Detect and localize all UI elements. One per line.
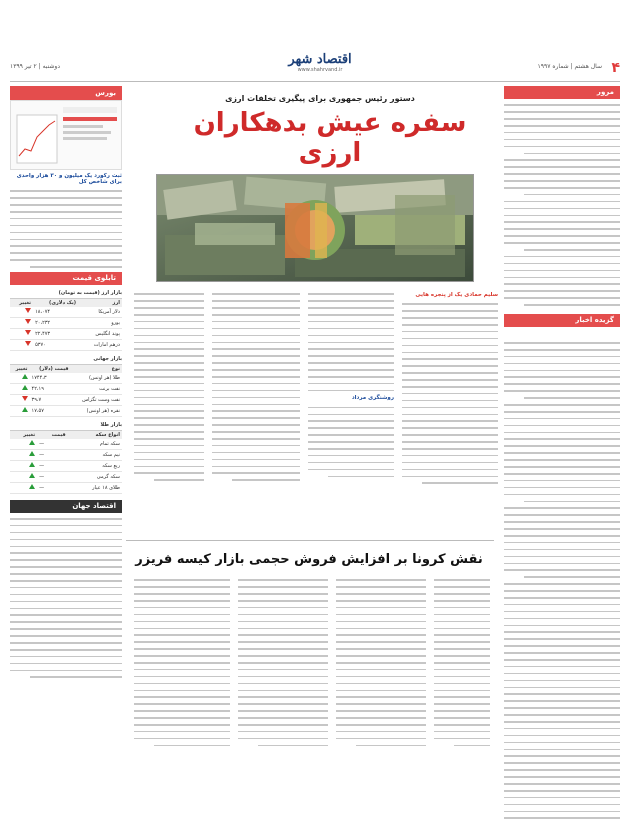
table-header-cell: تغییر [10, 431, 37, 439]
arrow-up-icon [22, 407, 28, 412]
bourse-section-header: بورس [10, 86, 122, 100]
arrow-down-icon [22, 396, 28, 401]
arrow-up-icon [29, 462, 35, 467]
arrow-up-icon [22, 385, 28, 390]
table-row [10, 328, 122, 339]
table-row [10, 471, 122, 482]
row-value: — [37, 439, 68, 450]
review-text [504, 104, 620, 305]
newspaper-logo [278, 52, 362, 78]
table-row [10, 460, 122, 471]
row-value: ۵۳۷۰ [33, 339, 78, 350]
row-label: نیم سکه [68, 449, 122, 460]
issue-info: سال هشتم | شماره ۱۹۹۷ [537, 63, 602, 70]
gold-price-table [10, 431, 122, 494]
table2-title: بازار جهانی [10, 354, 122, 365]
article-subhead-2: روشنگری مرداد [351, 395, 394, 402]
prices-section-header: تابلوی قیمت [10, 272, 122, 285]
table-row [10, 482, 122, 493]
row-label: نفت برنت [71, 383, 122, 394]
row-value: ۲۰،۲۳۲ [33, 317, 78, 328]
table1-title: بازار ارز (قیمت به تومان) [10, 288, 122, 299]
table-row [10, 405, 122, 416]
arrow-up-icon [29, 473, 35, 478]
arrow-down-icon [25, 319, 31, 324]
row-change [10, 307, 33, 318]
world-economy-text [10, 518, 122, 678]
left-column [10, 86, 122, 810]
lower-headline: نقش کرونا بر افزایش فروش حجمی بازار کیسه فریزر [135, 552, 483, 567]
bourse-chart-box [10, 100, 122, 170]
row-value: ۱۷،۵۷ [30, 405, 71, 416]
row-label: نقره (هر اونس) [71, 405, 122, 416]
lower-col-3 [238, 574, 328, 746]
table-row [10, 339, 122, 350]
table-header-cell: انواع سکه [68, 431, 122, 439]
row-value: — [37, 460, 68, 471]
table3-title: بازار طلا [10, 420, 122, 431]
table-header-cell: ارز [78, 299, 122, 307]
table-header-cell: تغییر [10, 365, 30, 373]
table-row [10, 317, 122, 328]
row-label: سکه گرمی [68, 471, 122, 482]
fx-price-table [10, 299, 122, 351]
global-price-table [10, 365, 122, 417]
row-change [10, 471, 37, 482]
row-change [10, 405, 30, 416]
row-label: پوند انگلیس [78, 328, 122, 339]
logo-title: اقتصاد شهر [288, 52, 352, 67]
article-col-2 [308, 288, 394, 477]
row-label: سکه تمام [68, 439, 122, 450]
row-label: ربع سکه [68, 460, 122, 471]
arrow-down-icon [25, 308, 31, 313]
row-change [10, 439, 37, 450]
row-value: ۲۲،۴۷۳ [33, 328, 78, 339]
bourse-caption: ثبت رکورد یک میلیون و ۳۰ هزار واحدی برای شاخص کل [16, 173, 122, 185]
bourse-chart-svg [11, 101, 121, 169]
world-economy-header: اقتصاد جهان [10, 500, 122, 513]
masthead [10, 54, 620, 82]
arrow-up-icon [29, 484, 35, 489]
arrow-up-icon [29, 451, 35, 456]
main-article-body [130, 172, 498, 492]
row-change [10, 328, 33, 339]
headline-line-1: سفره عیش بدهکاران ارزی [193, 108, 467, 168]
lower-col-1 [434, 574, 490, 746]
table-header-cell: نوع [71, 365, 122, 373]
row-value: — [37, 482, 68, 493]
row-change [10, 339, 33, 350]
arrow-down-icon [25, 330, 31, 335]
table-row [10, 394, 122, 405]
news-section-header: گزیده اخبار [504, 314, 620, 327]
row-label: طلای ۱۸ عیار [68, 482, 122, 493]
table-row [10, 373, 122, 384]
row-change [10, 449, 37, 460]
article-subhead-1: سلیم حمادی یک از پنجره هایی [415, 292, 498, 298]
row-label: درهم امارات [78, 339, 122, 350]
table-header-cell: قیمت (دلار) [30, 365, 71, 373]
row-value: ۳۹،۷ [30, 394, 71, 405]
arrow-down-icon [25, 341, 31, 346]
arrow-up-icon [22, 374, 28, 379]
main-kicker: دستور رئیس جمهوری برای پیگیری تخلفات ارزی [225, 94, 415, 103]
lower-col-4 [134, 574, 230, 746]
table-row [10, 307, 122, 318]
row-change [10, 460, 37, 471]
row-label: طلا (هر اونس) [71, 373, 122, 384]
row-change [10, 373, 30, 384]
table-header-cell: تغییر [10, 299, 33, 307]
table-row [10, 383, 122, 394]
row-value: — [37, 449, 68, 460]
table-header-cell: قیمت [37, 431, 68, 439]
row-label: نفت وست تگزاس [71, 394, 122, 405]
row-change [10, 394, 30, 405]
review-section-header: مرور [504, 86, 620, 99]
row-label: یورو [78, 317, 122, 328]
row-value: ۱۸،۰۷۴ [33, 307, 78, 318]
lower-col-2 [336, 574, 426, 746]
table-header-cell: (یک دلاری) [33, 299, 78, 307]
publish-date: دوشنبه | ۲ تیر ۱۳۹۹ [10, 63, 61, 70]
row-value: ۴۲،۱۹ [30, 383, 71, 394]
article-col-1 [402, 288, 498, 484]
bourse-text [10, 190, 122, 267]
table-row [10, 449, 122, 460]
arrow-up-icon [29, 440, 35, 445]
row-change [10, 482, 37, 493]
article-col-3 [212, 288, 300, 481]
lower-article-body [128, 574, 490, 808]
row-change [10, 317, 33, 328]
row-change [10, 383, 30, 394]
logo-url: www.shahrvand.ir [297, 67, 343, 73]
row-label: دلار آمریکا [78, 307, 122, 318]
divider [126, 540, 494, 541]
news-text [504, 331, 620, 820]
row-value: ۱۷۴۴،۳ [30, 373, 71, 384]
page-number: ۴ [611, 60, 620, 76]
table-row [10, 439, 122, 450]
row-value: — [37, 471, 68, 482]
article-col-4 [134, 288, 204, 481]
right-column [504, 86, 620, 810]
